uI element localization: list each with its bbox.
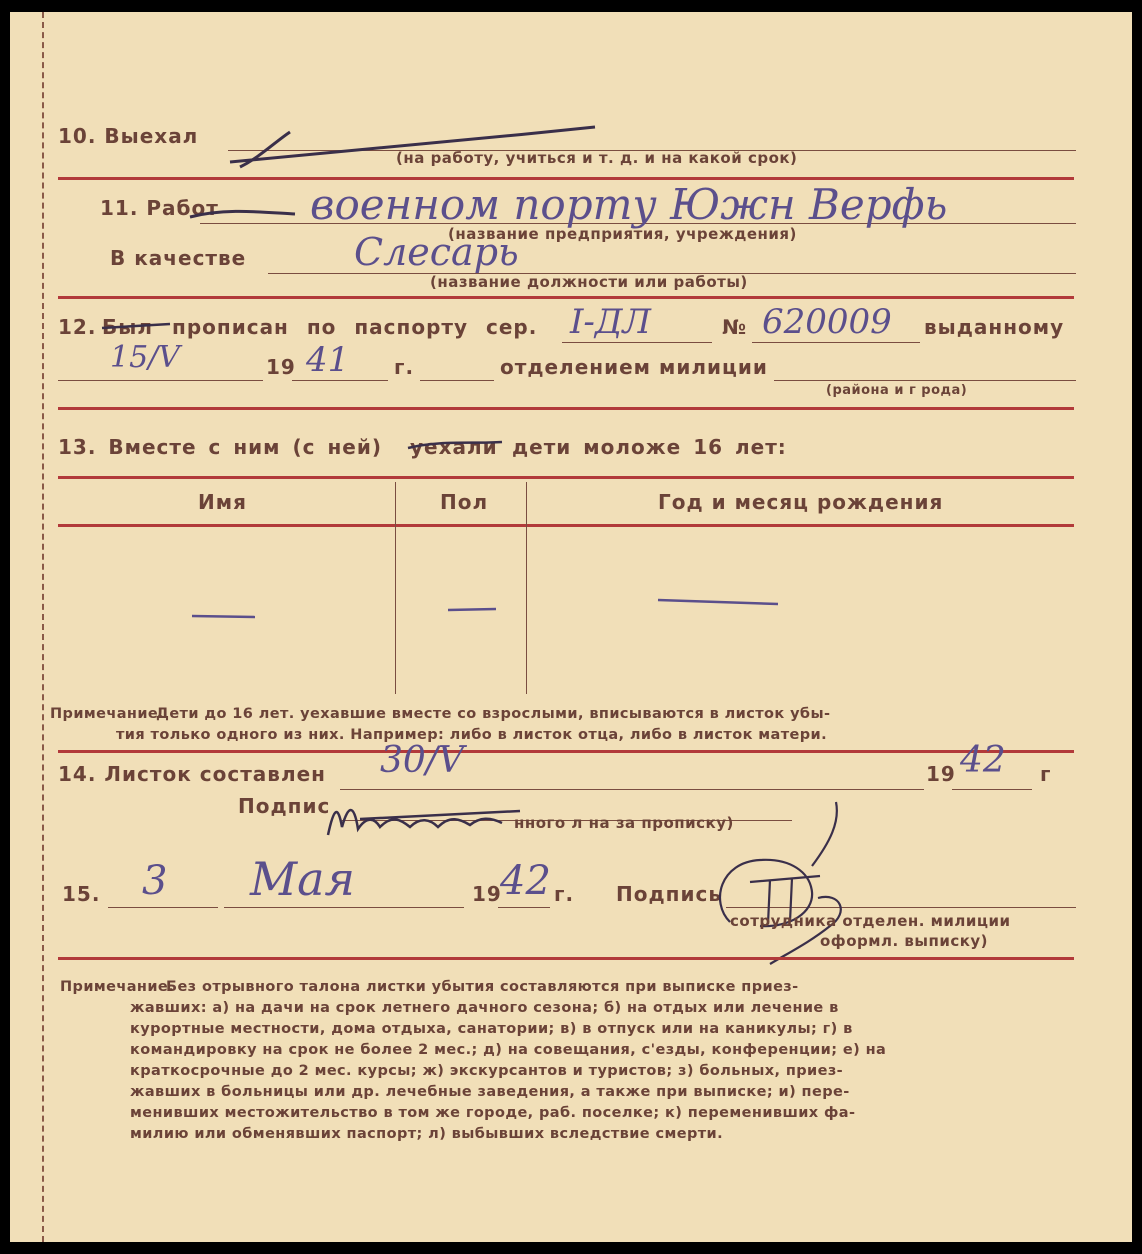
item13-struck-word: уехали [410,435,498,459]
item14-underline [340,789,924,790]
note1-line1: Дети до 16 лет. уехавшие вместе со взрослыми, вписываются в листок убы- [156,706,831,722]
note1-line2: тия только одного из них. Например: либо в листок отца, либо в листок матери. [116,727,827,743]
note2-label: Примечание. [60,979,175,995]
item12-struck-word: Был [102,315,153,339]
note2-line: менивших местожительство в том же городе, раб. поселке; к) переменивших фа- [130,1105,856,1121]
item15-number: 15. [62,882,101,906]
rule-15 [58,957,1074,960]
item14-year-prefix: 19 [926,762,956,786]
item11-workplace-handwriting: военном порту Южн Верфь [310,180,948,229]
issued-label: выданному [924,315,1065,339]
col-name-header: Имя [198,490,247,514]
item15-year-suffix: 42 [500,858,551,904]
note2-line: милию или обменявших паспорт; л) выбывших вследствие смерти. [130,1126,724,1142]
issue-year-suffix: 41 [306,340,350,380]
issue-year-prefix: 19 [266,355,296,379]
item15-hint2: оформл. выписку) [820,932,989,950]
item11-hint: (название предприятия, учреждения) [448,225,797,243]
rule-13 [58,750,1074,753]
item14-label: 14. Листок составлен [58,762,326,786]
item14-signature [320,797,530,847]
item14-year-unit: г [1040,762,1052,786]
col-sex-header: Пол [440,490,489,514]
col-birth-header: Год и месяц рождения [658,490,944,514]
note2-line: краткосрочные до 2 мес. курсы; ж) экскурсантов и туристов; з) больных, приез- [130,1063,844,1079]
item15-year-unit: г. [554,882,575,906]
item10-label: 10. Выехал [58,124,199,148]
issue-date: 15/V [110,340,180,375]
position-hint: (название должности или работы) [430,273,748,291]
issue-year-unit: г. [394,355,415,379]
passport-number: 620009 [762,302,892,342]
item11-label: 11. Работ [100,196,219,220]
item15-month: Мая [250,852,355,906]
note2-line: курортные местности, дома отдыха, санатории; в) в отпуск или на каникулы; г) в [130,1021,853,1037]
passport-series: I-ДЛ [570,302,651,342]
number-label: № [722,315,748,339]
position-handwriting: Слесарь [354,230,519,274]
item14-year-underline [952,789,1032,790]
item15-month-underline [224,907,464,908]
note2-line: жавших в больницы или др. лечебные заведения, а также при выписке; и) пере- [130,1084,850,1100]
note1-label: Примечание. [50,706,165,722]
item15-day: 3 [142,858,168,904]
item12-number: 12. [58,315,97,339]
document-sheet [10,12,1132,1242]
dept-label: отделением милиции [500,355,768,379]
position-label: В качестве [110,246,247,270]
item15-year-underline [498,907,550,908]
item15-day-underline [108,907,218,908]
dept-hint: (района и г рода) [826,383,968,398]
note2-line: жавших: а) на дачи на срок летнего дачного сезона; б) на отдых или лечение в [130,1000,839,1016]
note2-line: Без отрывного талона листки убытия составляются при выписке приез- [166,979,799,995]
item13-text-a: 13. Вместе с ним (с ней) [58,435,382,459]
note2-line: командировку на срок не более 2 мес.; д) на совещания, с'езды, конференции; е) на [130,1042,887,1058]
strike-ink [10,12,1132,492]
item14-year-suffix: 42 [960,740,1006,781]
item10-hint: (на работу, учиться и т. д. и на какой срок) [396,149,798,167]
item12-text: прописан по паспорту сер. [172,315,538,339]
item15-hint1: сотрудника отделен. милиции [730,912,1011,930]
item14-sign-hint: нного л на за прописку) [514,814,734,832]
item15-year-prefix: 19 [472,882,502,906]
item15-sign-label: Подпись [616,882,722,906]
item14-sign-label: Подпис [238,794,331,818]
item14-date: 30/V [380,740,464,781]
item13-text-b: дети моложе 16 лет: [512,435,787,459]
